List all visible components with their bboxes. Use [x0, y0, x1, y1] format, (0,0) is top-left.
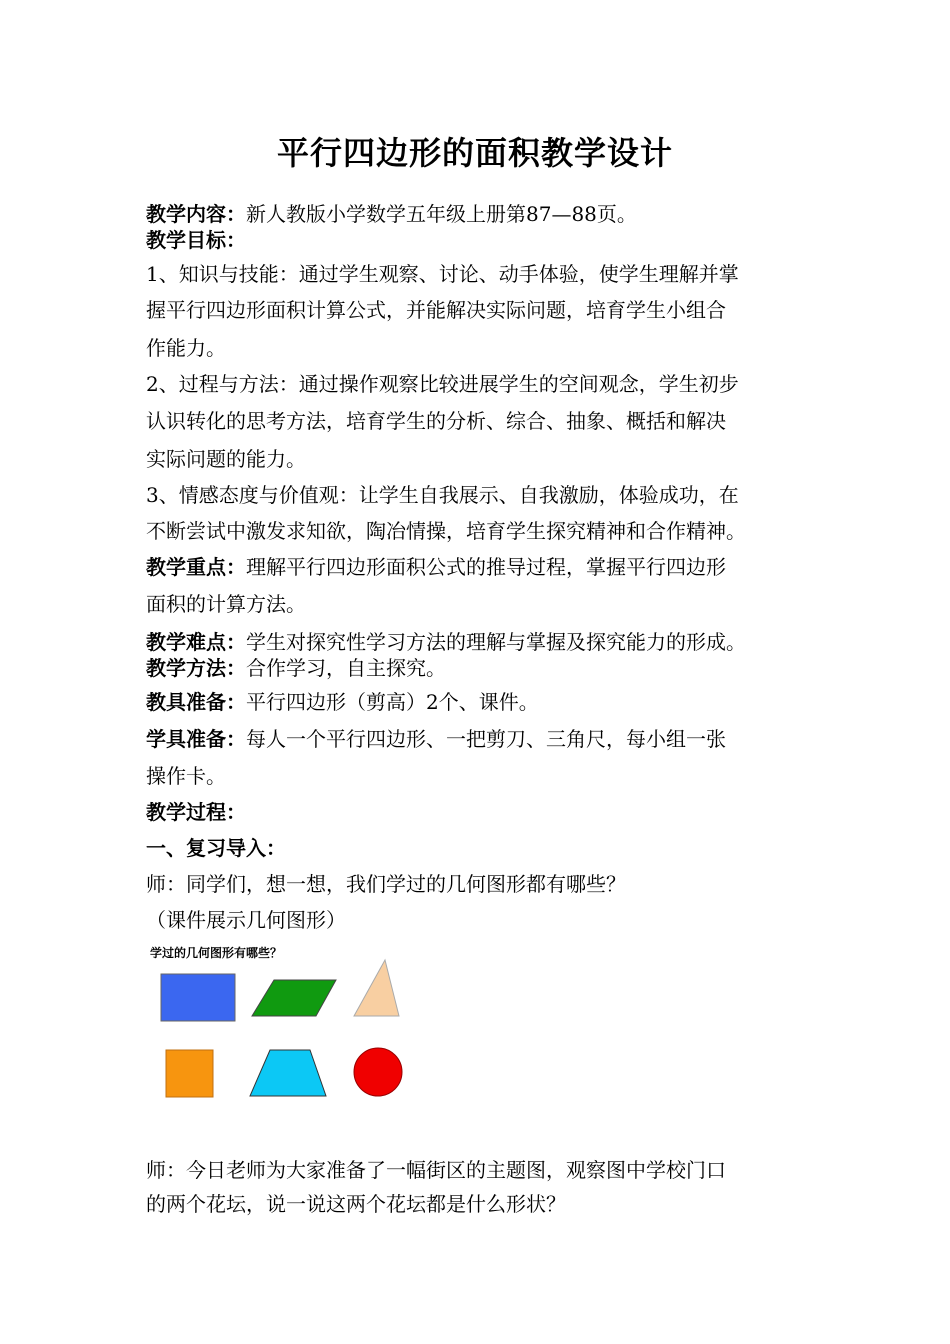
student-tools-line2: 操作卡。	[146, 764, 226, 788]
courseware-note: （课件展示几何图形）	[146, 908, 346, 932]
difficulty-label: 教学难点：	[146, 630, 246, 654]
goal1-line2: 握平行四边形面积计算公式，并能解决实际问题，培育学生小组合	[146, 298, 726, 322]
teacher-tools-label: 教具准备：	[146, 690, 246, 714]
process-heading: 教学过程：	[146, 800, 246, 824]
method-label: 教学方法：	[146, 656, 246, 680]
teaching-content	[146, 200, 826, 228]
circle-shape	[354, 1048, 402, 1096]
goal2-line2: 认识转化的思考方法，培育学生的分析、综合、抽象、概括和解决	[146, 409, 726, 433]
method	[146, 654, 826, 682]
method-text: 合作学习，自主探究。	[246, 656, 446, 680]
key-point-label: 教学重点：	[146, 555, 246, 579]
teacher-tools	[146, 688, 826, 716]
goal3-line2: 不断尝试中激发求知欲，陶冶情操，培育学生探究精神和合作精神。	[146, 519, 746, 543]
student-tools	[146, 725, 826, 753]
teacher-question-1: 师：同学们，想一想，我们学过的几何图形都有哪些？	[146, 872, 626, 896]
document-title: 平行四边形的面积教学设计	[276, 134, 673, 172]
key-point	[146, 553, 826, 581]
goal2-line3: 实际问题的能力。	[146, 447, 306, 471]
student-tools-text: 每人一个平行四边形、一把剪刀、三角尺，每小组一张	[246, 727, 726, 751]
key-point-text: 理解平行四边形面积公式的推导过程，掌握平行四边形	[246, 555, 726, 579]
goal1-line3: 作能力。	[146, 336, 226, 360]
teacher-question-2-line2: 的两个花坛，说一说这两个花坛都是什么形状？	[146, 1192, 566, 1216]
goal2-line1: 2、过程与方法：通过操作观察比较进展学生的空间观念，学生初步	[146, 372, 739, 396]
goal1-line1: 1、知识与技能：通过学生观察、讨论、动手体验，使学生理解并掌	[146, 262, 739, 286]
teacher-tools-text: 平行四边形（剪高）2个、课件。	[246, 690, 539, 714]
rectangle-shape	[161, 974, 235, 1021]
teaching-content-text: 新人教版小学数学五年级上册第87—88页。	[246, 202, 637, 226]
teacher-question-2-line1: 师：今日老师为大家准备了一幅街区的主题图，观察图中学校门口	[146, 1158, 726, 1182]
difficulty-text: 学生对探究性学习方法的理解与掌握及探究能力的形成。	[246, 630, 746, 654]
trapezoid-shape	[250, 1050, 326, 1096]
square-shape	[166, 1050, 213, 1097]
teaching-content-label: 教学内容：	[146, 202, 246, 226]
section1-heading: 一、复习导入：	[146, 836, 286, 860]
goals-heading: 教学目标：	[146, 228, 246, 252]
difficulty	[146, 628, 826, 656]
shapes-caption: 学过的几何图形有哪些？	[150, 946, 283, 960]
student-tools-label: 学具准备：	[146, 727, 246, 751]
key-point-line2: 面积的计算方法。	[146, 592, 306, 616]
triangle-shape	[354, 960, 399, 1016]
goal3-line1: 3、情感态度与价值观：让学生自我展示、自我激励，体验成功，在	[146, 483, 739, 507]
parallelogram-shape	[252, 980, 336, 1016]
geometry-shapes-figure	[146, 950, 426, 1110]
